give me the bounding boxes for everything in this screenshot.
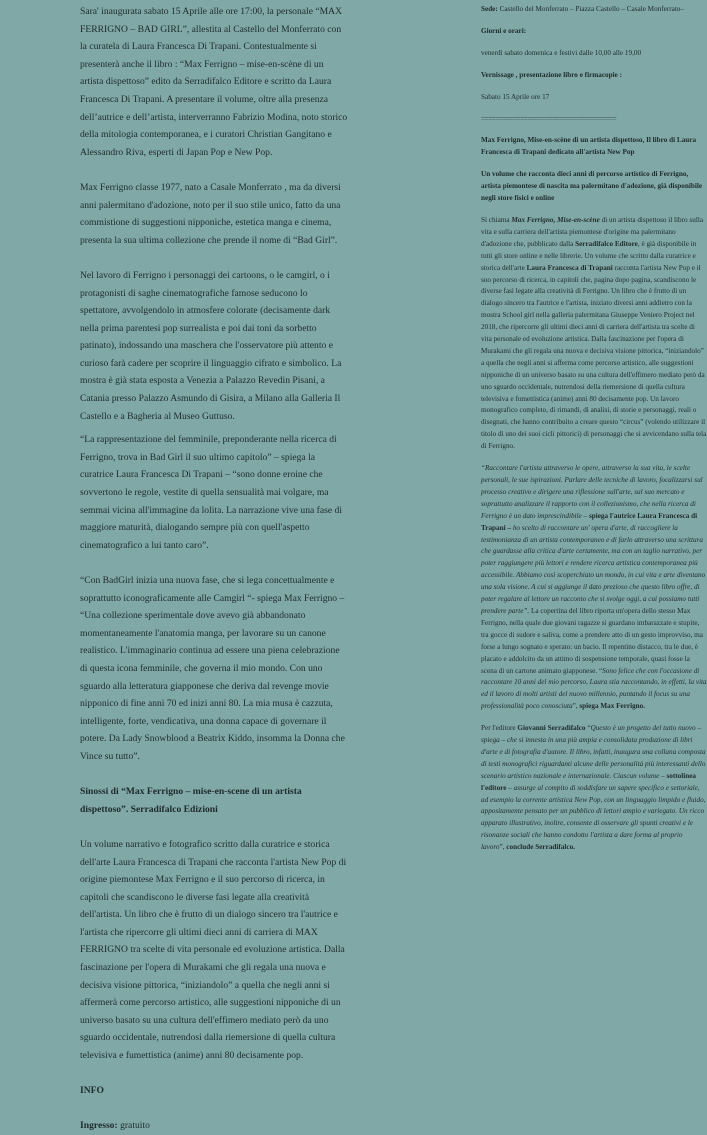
separator-line: ======================================	[481, 114, 617, 123]
article-left-column	[80, 3, 348, 1132]
text-run: conclude Serradifalco.	[504, 843, 575, 852]
book-title: Max Ferrigno, Mise-en-scène di un artista dispettoso, Il libro di Laura Francesca di Trapani dedicato all'artista New Pop	[481, 136, 697, 157]
text-run: Si chiama	[481, 215, 512, 224]
text-run: Giovanni Serradifalco	[517, 724, 586, 733]
text-run: Max Ferrigno, Mise-en-scène	[511, 215, 600, 224]
text-run: ”,	[499, 843, 505, 852]
text-run: spiega Max Ferrigno.	[577, 702, 646, 711]
giorni-value: venerdì sabato domenica e festivi dalle 10,00 alle 19,00	[481, 48, 642, 57]
text-run: racconta l'artista New Pop e il suo percorso di ricerca, in capitoli che, pagina dopo pagina, scandiscono le diverse fasi legate alla creatività di Ferrigno. Un libro che è frutto di un dialogo sincero tra l'autrice e l'artista, iniziato diversi anni addietro con la mostra School girl nella galleria palermitana Giuseppe Veniero Project nel 2018, che ripercorre gli ultimi dieci anni di carriera dell'artista tra scelte di vita personale ed evoluzione artistica. Dalla fascinazione per l'opera di Murakami che gli regala una nuova e decisiva visione pittorica, “iniziandolo” a quella che negli anni si afferma come percorso artistico, alle suggestioni nipponiche di un universo basato su una cultura dell'effimero mediato però da uno sguardo occidentale, nutrendosi della riemersione di quella cultura televisiva e fumettistica (anime) anni 80 decisamente pop. Un lavoro monografico completo, di rimandi, di analisi, di storie e personaggi, reali o disegnati, che hanno contribuito a creare questo “circus” (volendo utilizzare il titolo di uno dei suoi cicli pittorici) di personaggi che si avvicendano sulla tela di Ferrigno.	[481, 263, 707, 451]
sede-line	[481, 4, 707, 16]
synopsis-paragraph: Un volume narrativo e fotografico scritto dalla curatrice e storica dell'arte Laura Francesca di Trapani che racconta l'artista New Pop di origine piemontese Max Ferrigno e il suo percorso di ricerca, in capitoli che scandiscono le diverse fasi legate alla creatività dell'artista. Un libro che è frutto di un dialogo sincero tra l'autrice e l'artista che ripercorre gli ultimi dieci anni di carriera di MAX FERRIGNO tra scelte di vita personale ed evoluzione artistica. Dalla fascinazione per l'opera di Murakami che gli regala una nuova e decisiva visione pittorica, “iniziandolo” a quella che negli anni si affermerà come percorso artistico, alle suggestioni nipponiche di un universo basato su una cultura dell'effimero mediato però da uno sguardo occidentale, nutrendosi dalla riemersione di quella cultura televisiva e fumettistica (anime) anni 80 decisamente pop.	[80, 838, 347, 1062]
author-quote-paragraph	[481, 463, 707, 713]
text-run: La copertina del libro riporta un'opera dello stesso Max Ferrigno, nella quale due giovani ragazze si guardano imbarazzate e stupite, tra gocce di sudore e saliva, come a prendere atto di un gesto improvviso, ma forse a lungo sognato e sperato: un bacio. Il repentino distacco, tra le due, è placato e addolcito da un attimo di sospensione temporale, quasi fosse la scena di un cartone animato giapponese. “	[481, 606, 703, 675]
text-run: Questo è un progetto del tutto nuovo – spiega – che si innesta in una più ampia e consolidata produzione di libri d'arte e di fotografia d'autore. Il libro, infatti, inaugura una collana composta di testi monografici riguardanti alcune delle personalità più interessanti dello scenario artistico nazionale e internazionale. Ciascun volume –	[481, 724, 706, 780]
text-run: sottolinea l'editore	[481, 771, 697, 792]
intro-paragraph: Sara' inaugurata sabato 15 Aprile alle ore 17:00, la personale “MAX FERRIGNO – BAD GIRL”, allestita al Castello del Monferrato con la curatela di Laura Francesca Di Trapani. Contestualmente si presenterà anche il libro : “Max Ferrigno – mise-en-scène di un artista dispettoso” edito da Serradifalco Editore e scritto da Laura Francesca Di Trapani. A presentare il volume, oltre alla presenza dell’autrice e dell’artista, interverranno Fabrizio Modina, noto storico della mitologia contemporanea, e i curatori Christian Gangitano e Alessandro Riva, esperti di Japan Pop e New Pop.	[80, 6, 348, 158]
book-description-paragraph	[481, 215, 707, 453]
text-run: “Raccontare l'artista attraverso le opere, attraverso la sua vita, le scelte personali, le sue ispirazioni. Parlare delle tecniche di lavoro, focalizzarsi sul processo creativo e dirigere una riflessione sull'arte, sul suo mercato e soprattutto analizzare il rapporto con il collezionismo, che nella ricerca di Ferrigno è un dato imprescindibile –	[481, 464, 703, 520]
curator-quote-paragraph: “La rappresentazione del femminile, preponderante nella ricerca di Ferrigno, trova in Bad Girl il suo ultimo capitolo” – spiega la curatrice Laura Francesca Di Trapani – “sono donne eroine che sovvertono le regole, vestite di quella sensualità mai volgare, ma semmai vicina all'immagine da lolita. La narrazione vive una fase di maggiore maturità, dialogando sempre più con quell'aspetto cinematografico a lui tanto caro”.	[80, 434, 342, 551]
article-right-column	[481, 4, 707, 999]
work-description-paragraph: Nel lavoro di Ferrigno i personaggi dei cartoons, o le camgirl, o i protagonisti di saghe cinematografiche famose seducono lo spettatore, avvolgendolo in atmosfere colorate (decisamente dark nella prima parentesi pop surrealista e poi dai toni da sorbetto patinato), indossando una maschera che l'osservatore più attento e curioso farà cadere per scoprire il linguaggio cifrato e simbolico. La mostra è già stata esposta a Venezia a Palazzo Revedin Pisani, a Catania presso Palazzo Asmundo di Gisira, a Milano alla Galleria Il Castello e a Bagheria al Museo Guttuso.	[80, 269, 342, 422]
text-run: di un artista dispettoso il libro sulla vita e sulla carriera dell'artista piemontese d'origine ma palermitano d'adozione che, pubblicato dalla	[481, 215, 704, 248]
book-subtitle: Un volume che racconta dieci anni di percorso artistico di Ferrigno, artista piemontese di nascita ma palermitano d'adozione, già disponibile negli store fisici e online	[481, 170, 703, 203]
vernissage-value: Sabato 15 Aprile ore 17	[481, 92, 550, 101]
ingresso-value: gratuito	[117, 1120, 150, 1132]
synopsis-heading: Sinossi di “Max Ferrigno – mise-en-scene di un artista dispettoso”. Serradifalco Edizioni	[80, 786, 302, 815]
text-run: ho scelto di raccontare un' opera d'arte, di raccogliere la testimonianza di un artista contemporaneo e di farlo attraverso una scrittura che guardasse alla critica d'arte certamente, ma con un taglio narrativo, per poter raggiungere più lettori e rendere ricerca artistica contemporanea più accessibile. Abbiamo così scoperchiato un mondo, in cui vita e arte diventano una sola visione. A cui si aggiunge il dato prezioso che questo libro offre, di poter regalare al lettore un racconto che si svolge oggi, a cui possiamo tutti prendere parte”.	[481, 523, 706, 615]
artist-bio-paragraph: Max Ferrigno classe 1977, nato a Casale Monferrato , ma da diversi anni palermitano d'adozione, noto per il suo stile unico, fatto da una commistione di suggestioni nipponiche, estetica manga e cinema, presenta la sua ultima collezione che prende il nome di “Bad Girl”.	[80, 181, 341, 246]
giorni-label: Giorni e orari:	[481, 26, 527, 35]
text-run: ”,	[572, 702, 578, 711]
vernissage-label: Vernissage , presentazione libro e firmacopie :	[481, 70, 623, 79]
ingresso-label: Ingresso:	[80, 1120, 118, 1132]
ingresso-line	[80, 1117, 348, 1135]
text-run: Laura Francesca di Trapani	[526, 263, 613, 272]
text-run: spiega l'autrice Laura Francesca di Trapani –	[481, 511, 698, 532]
text-run: – assurge al compito di soddisfare un sapere specifico e settoriale, ad esempio la corrente artistica New Pop, con un linguaggio limpido e fluido, appositamente pensato per un pubblico di lettori ampio e variegato. Un ricco apparato illustrativo, inoltre, consente di osservare gli spunti creativi e le risonanze sociali che hanno condotto l'artista a dare forma al proprio lavoro	[481, 783, 706, 852]
text-run: Sono felice che con l'occasione di raccontare 10 anni del mio percorso, Laura stia raccontando, in effetti, la vita ed il lavoro di molti artisti del nuovo millennio, puntando il focus su una professionalità poco conosciuta	[481, 666, 707, 711]
text-run: , è già disponibile in tutti gli store online e nelle librerie. Un volume che scritto dalla curatrice e storica dell'arte	[481, 239, 697, 272]
text-run: Per l'editore	[481, 724, 518, 733]
sede-value: Castello del Monferrato – Piazza Castello – Casale Monferrato–	[497, 5, 684, 13]
sede-label: Sede:	[481, 5, 498, 13]
text-run: Serradifalco Editore	[575, 239, 638, 248]
publisher-quote-paragraph	[481, 723, 707, 854]
info-heading: INFO	[80, 1085, 104, 1097]
text-run: “	[585, 724, 591, 733]
artist-quote-paragraph: “Con BadGirl inizia una nuova fase, che si lega concettualmente e soprattutto iconograficamente alle Camgirl “- spiega Max Ferrigno – “Una collezione sperimentale dove avevo già abbandonato momentaneamente l'anatomia manga, per lavorare su un canone realistico. L'immaginario continua ad essere una piena celebrazione di questa icona femminile, che governa il mio mondo. Con uno sguardo alla letteratura giapponese che deriva dal revenge movie nipponico di fine anni 70 ed inizi anni 80. La mia musa è cazzuta, intelligente, forte, vendicativa, una donna capace di governare il potere. Da Lady Snowblood a Beatrix Kiddo, insomma la Donna che Vince su tutto”.	[80, 575, 345, 762]
